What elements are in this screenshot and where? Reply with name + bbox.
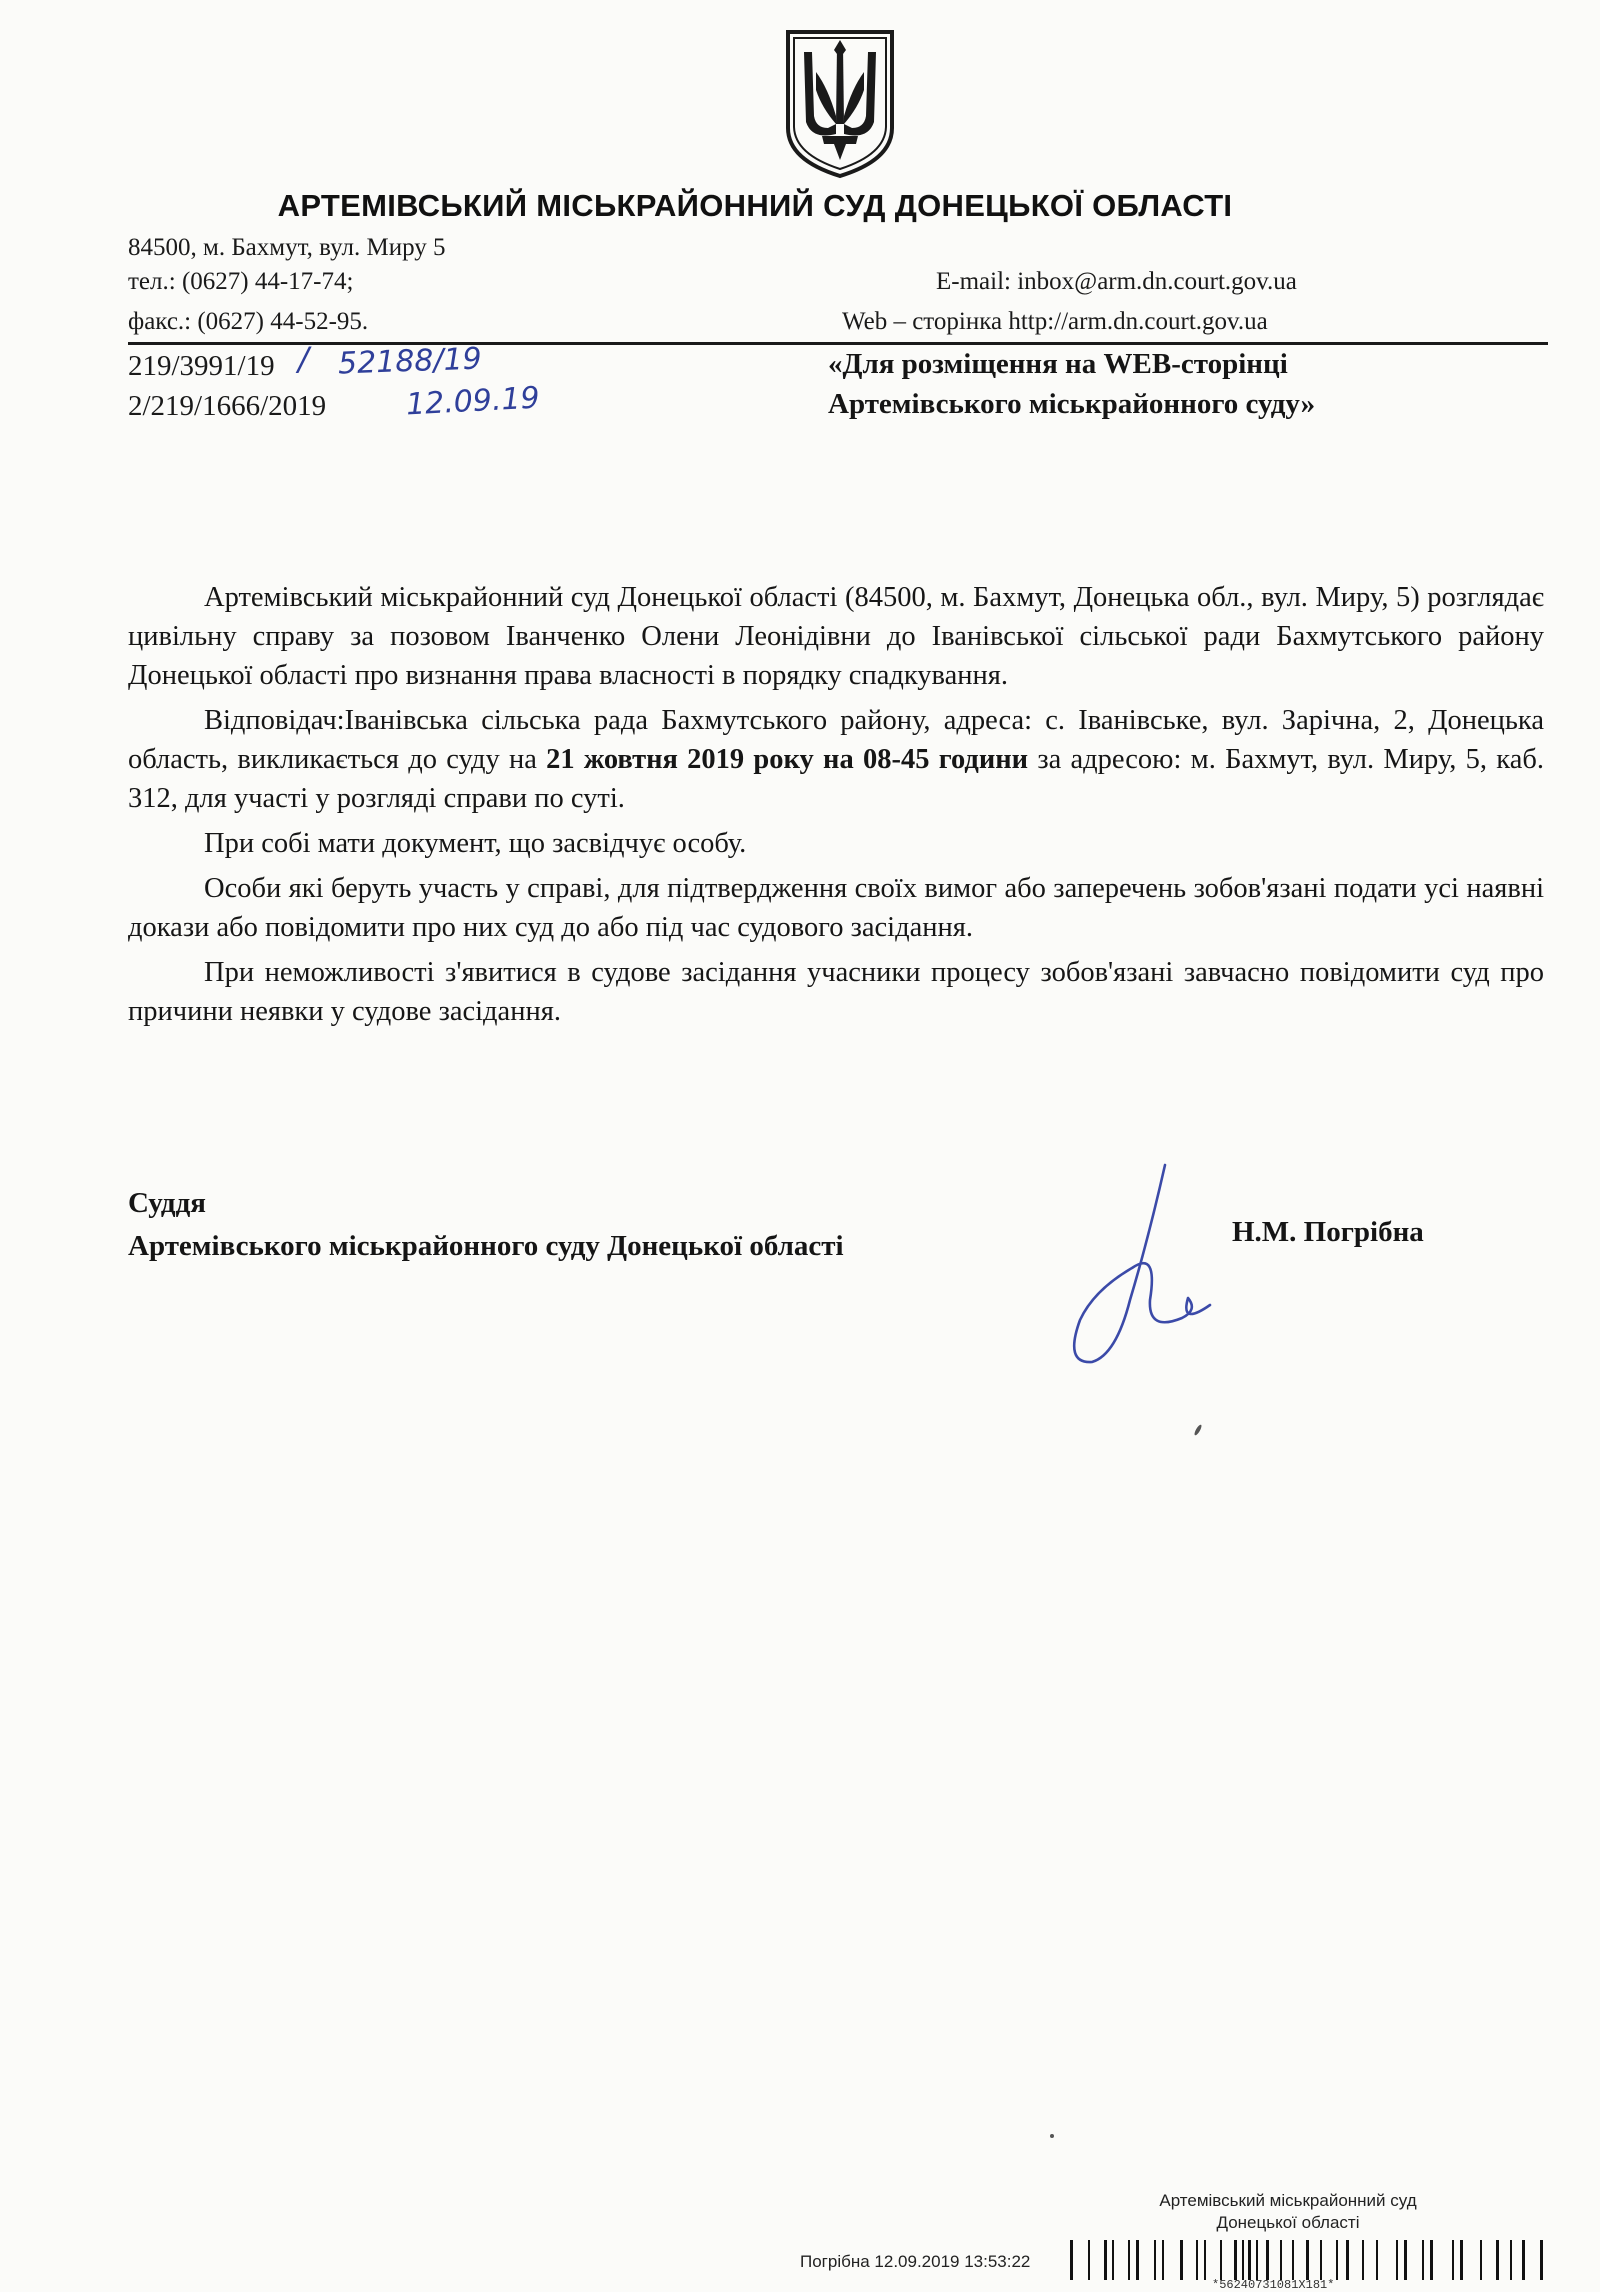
court-name: АРТЕМІВСЬКИЙ МІСЬКРАЙОННИЙ СУД ДОНЕЦЬКОЇ ОБЛАСТІ [277,188,1233,223]
court-website: Web – сторінка http://arm.dn.court.gov.ua [842,308,1268,335]
summons-text-end: за адресою: м. Бахмут, вул. Миру, 5, каб. 312, для участі у розгляді справи по суті. [128,744,1544,814]
handwritten-outgoing-number: 52188/19 [337,341,483,382]
proceeding-number: 2/219/1666/2019 [128,390,327,422]
hearing-datetime: 21 жовтня 2019 року на 08-45 години [546,744,1029,775]
court-address: 84500, м. Бахмут, вул. Миру 5 [128,234,446,261]
web-publication-note [828,344,1315,424]
judge-title: Суддя [128,1187,206,1219]
court-phone: тел.: (0627) 44-17-74; [128,268,354,295]
stamp-line-1: Артемівський міськрайонний суд [1159,2191,1417,2210]
judge-name: Н.М. Погрібна [1232,1216,1424,1248]
case-number: 219/3991/19 [128,350,275,382]
handwritten-date: 12.09.19 [405,380,541,423]
barcode-icon [1070,2240,1548,2280]
handwritten-slash: / [298,340,309,378]
paper-speck [1050,2134,1054,2138]
paragraph-absence-notice: При неможливості з'явитися в судове засідання учасники процесу зобов'язані завчасно повідомити суд про причини неявки у судове засідання. [128,957,1544,1027]
court-email: E-mail: inbox@arm.dn.court.gov.ua [936,268,1297,295]
web-note-line-2: Артемівського міськрайонного суду» [828,388,1316,420]
court-fax: факс.: (0627) 44-52-95. [128,308,369,335]
paragraph-evidence: Особи які беруть участь у справі, для підтвердження своїх вимог або заперечень зобов'язані подати усі наявні докази або повідомити про них суд до або під час судового засідання. [128,873,1544,943]
coat-of-arms-icon [782,28,898,180]
barcode-text: *56240731081X181* [1212,2278,1335,2292]
paragraph-summons [128,701,1544,818]
handwritten-signature [1030,1150,1230,1380]
registration-info: Погрібна 12.09.2019 13:53:22 [800,2252,1031,2271]
paper-speck [1193,1424,1202,1436]
web-note-line-1: «Для розміщення на WEB-сторінці [828,348,1288,380]
stamp-line-2: Донецької області [1216,2213,1360,2232]
judge-signature-block [128,1182,844,1268]
summons-body [128,578,1544,1031]
paragraph-case-description: Артемівський міськрайонний суд Донецької області (84500, м. Бахмут, Донецька обл., вул. Миру, 5) розглядає цивільну справу за позовом Іванченко Олени Леонідівни до Іванівської сільської ради Бахмутського району Донецької області про визнання права власності в порядку спадкування. [128,582,1544,691]
court-registration-stamp [1138,2190,1438,2234]
paragraph-id-document: При собі мати документ, що засвідчує особу. [204,828,747,859]
judge-court: Артемівського міськрайонного суду Донецької області [128,1230,844,1262]
summons-text-start: Відповідач:Іванівська сільська рада Бахмутського району, адреса: с. Іванівське, вул. Зарічна, 2, Донецька область, викликається до суду на [128,705,1544,775]
